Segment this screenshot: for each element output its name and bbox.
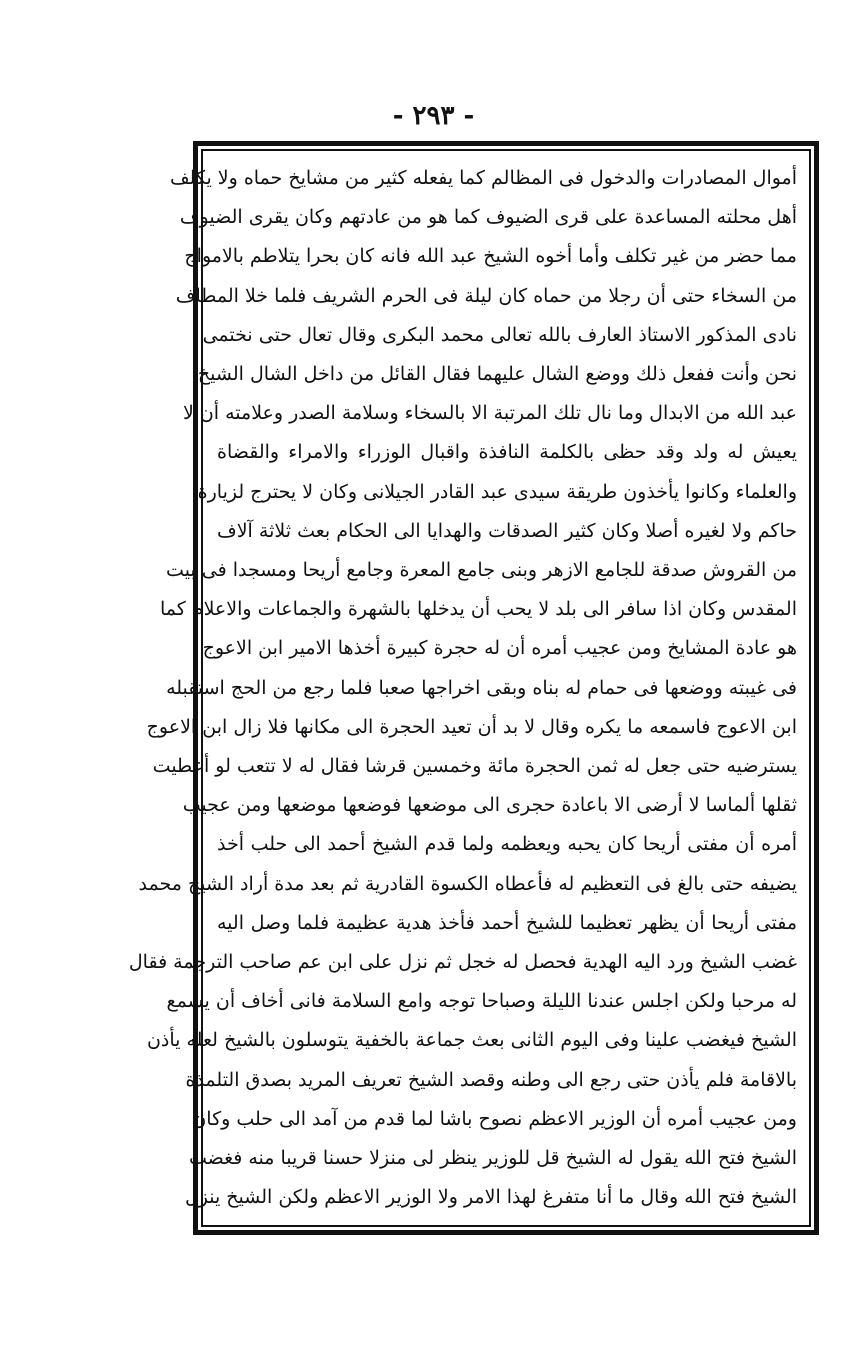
text-line: يضيفه حتى بالغ فى التعظيم له فأعطاه الكسوة القادرية ثم بعد مدة أراد الشيخ محمد [138,872,797,895]
text-line: من السخاء حتى أن رجلا من حماه كان ليلة فى الحرم الشريف فلما خلا المطاف [175,284,797,307]
text-line: نحن وأنت ففعل ذلك ووضع الشال عليهما فقال القائل من داخل الشال الشيخ [197,363,797,386]
text-line: هو عادة المشايخ ومن عجيب أمره أن له حجرة كبيرة أخذها الامير ابن الاعوج [202,637,797,660]
text-line: عبد الله من الابدال وما نال تلك المرتبة الا بالسخاء وسلامة الصدر وعلامته أن لا [182,402,797,425]
text-line: بالاقامة فلم يأذن حتى رجع الى وطنه وقصد الشيخ تعريف المريد بصدق التلمذة [185,1068,797,1091]
text-line: أمره أن مفتى أريحا كان يحبه ويعظمه ولما قدم الشيخ أحمد الى حلب أخذ [217,833,797,856]
text-line: يعيش له ولد وقد حظى بالكلمة النافذة واقبال الوزراء والامراء والقضاة [217,441,797,464]
text-line: ومن عجيب أمره أن الوزير الاعظم نصوح باشا لما قدم من آمد الى حلب وكان [192,1107,797,1130]
text-line: ابن الاعوج فاسمعه ما يكره وقال لا بد أن تعيد الحجرة الى مكانها فلا زال ابن الاعوج [146,715,797,738]
text-line: مفتى أريحا أن يظهر تعظيما للشيخ أحمد فأخذ هدية عظيمة فلما وصل اليه [217,911,797,934]
text-line: له مرحبا ولكن اجلس عندنا الليلة وصباحا توجه وامع السلامة فانى أخاف أن يسمع [166,990,797,1013]
text-line: غضب الشيخ ورد اليه الهدية فحصل له خجل ثم نزل على ابن عم صاحب الترجمة فقال [128,951,797,974]
text-line: ثقلها ألماسا لا أرضى الا باعادة حجرى الى موضعها فوضعها موضعها ومن عجيب [182,794,797,817]
text-line: من القروش صدقة للجامع الازهر وبنى جامع المعرة وجامع أريحا ومسجدا فى بيت [166,559,797,582]
page-border-inner [128,149,811,1227]
text-line: الشيخ فتح الله يقول له الشيخ قل للوزير ينظر لى منزلا حسنا قريبا منه فغضب [188,1147,797,1170]
page-number: - ٢٩٣ - [392,101,475,131]
text-line: أموال المصادرات والدخول فى المظالم كما يفعله كثير من مشايخ حماه ولا يكلف [170,167,797,189]
text-line: أهل محلته المساعدة على قرى الضيوف كما هو من عادتهم وكان يقرى الضيوف [179,206,797,229]
text-line: فى غيبته ووضعها فى حمام له بناه وبقى اخراجها صعبا فلما رجع من الحج استقبله [166,676,797,699]
page-border [128,141,819,1235]
body-text [128,159,797,1217]
text-line: والعلماء وكانوا يأخذون طريقة سيدى عبد القادر الجيلانى وكان لا يحترج لزيارة [197,480,797,503]
text-line: الشيخ فتح الله وقال ما أنا متفرغ لهذا الامر ولا الوزير الاعظم ولكن الشيخ ينزل [184,1186,797,1209]
text-line: المقدس وكان اذا سافر الى بلد لا يحب أن يدخلها بالشهرة والجماعات والاعلام كما [159,598,797,621]
text-line: يسترضيه حتى جعل له ثمن الحجرة مائة وخمسين قرشا فقال له لا تتعب لو أعطيت [152,755,797,778]
text-line: نادى المذكور الاستاذ العارف بالله تعالى محمد البكرى وقال تعال حتى نختمى [202,323,797,346]
text-line: الشيخ فيغضب علينا وفى اليوم الثانى بعث جماعة بالخفية يتوسلون بالشيخ لعله يأذن [146,1029,797,1052]
text-line: حاكم ولا لغيره أصلا وكان كثير الصدقات والهدايا الى الحكام بعث ثلاثة آلاف [217,519,797,542]
text-line: مما حضر من غير تكلف وأما أخوه الشيخ عبد الله فانه كان بحرا يتلاطم بالامواج [184,245,797,268]
